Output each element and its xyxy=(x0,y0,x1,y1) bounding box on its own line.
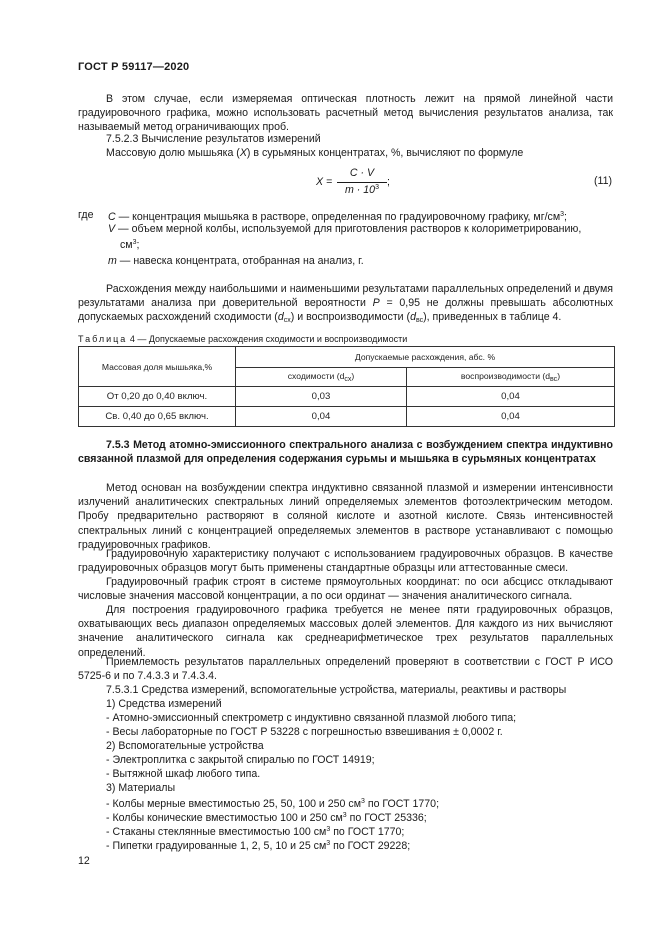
table4-cell-range: Св. 0,40 до 0,65 включ. xyxy=(79,407,236,427)
material-3-a: - Стаканы стеклянные вместимостью 100 см xyxy=(106,826,327,838)
page-number: 12 xyxy=(78,855,90,867)
table4-col2-header xyxy=(236,368,407,387)
formula-number: (11) xyxy=(594,175,613,187)
disc-p: P xyxy=(372,297,380,310)
formula-intro xyxy=(106,146,523,160)
formula-intro-a: Массовую долю мышьяка ( xyxy=(106,147,240,159)
table4-col2-sub: сх xyxy=(344,376,352,383)
formula-denominator xyxy=(337,184,387,196)
where-m-symbol: m xyxy=(108,255,117,267)
table4-col3-end: ) xyxy=(557,371,561,381)
material-3-exp: 3 xyxy=(326,826,331,833)
section-753-p3: Градуировочный график строят в системе прямоугольных координат: по оси абсцисс откладывают числовые значения массовой концентрации, а по оси ординат — значения аналитического сигнала. xyxy=(78,576,613,603)
section-7531-heading: 7.5.3.1 Средства измерений, вспомогательные устройства, материалы, реактивы и растворы xyxy=(106,684,567,696)
where-v-cont xyxy=(120,236,139,252)
list-item: - Электроплитка с закрытой спиралью по ГОСТ 14919; xyxy=(106,754,375,766)
table-row xyxy=(79,407,615,427)
where-v-text1: — объем мерной колбы, используемой для приготовления растворов к колориметрированию, xyxy=(118,223,582,235)
where-c-end: ; xyxy=(564,211,567,223)
disc-d: ), приведенных в таблице 4. xyxy=(423,311,562,324)
material-1-a: - Колбы мерные вместимостью 25, 50, 100 и 250 см xyxy=(106,798,361,810)
group3-title: 3) Материалы xyxy=(106,782,176,794)
table4-col2-label: сходимости (d xyxy=(287,371,345,381)
section-753-p5: Приемлемость результатов параллельных определений проверяют в соответствии с ГОСТ Р ИСО 5725-6 и по 7.4.3.3 и 7.4.3.4. xyxy=(78,656,613,683)
list-item: - Весы лабораторные по ГОСТ Р 53228 с погрешностью взвешивания ± 0,0002 г. xyxy=(106,726,503,738)
where-v-end: ; xyxy=(136,239,140,251)
disc-d1-sub: сх xyxy=(283,317,291,325)
list-item: - Вытяжной шкаф любого типа. xyxy=(106,768,261,780)
table4-group-header: Допускаемые расхождения, абс. % xyxy=(236,347,615,368)
material-3-b: по ГОСТ 1770; xyxy=(330,826,405,838)
material-1-b: по ГОСТ 1770; xyxy=(364,798,440,810)
where-c-exp: 3 xyxy=(560,211,565,218)
table4-caption-label: Таблица xyxy=(78,334,128,344)
disc-d2-sub: вс xyxy=(415,317,424,325)
disc-d2: d xyxy=(410,311,416,324)
formula-tail: ; xyxy=(387,176,390,188)
discrepancy-paragraph xyxy=(78,282,613,329)
table4-cell-conv: 0,03 xyxy=(236,387,407,407)
formula-numerator: C · V xyxy=(349,167,375,179)
section-753-p2: Градуировочную характеристику получают с использованием градуировочных образцов. В качестве градуировочных образцов могут быть применены стандартные образцы или аттестованные смеси. xyxy=(78,548,613,575)
table4-cell-repr: 0,04 xyxy=(407,407,615,427)
section-753-p4: Для построения градуировочного графика требуется не менее пяти градуировочных образцов, охватывающих весь диапазон определяемых массовых долей элементов. Для каждого из них вычисляют значение аналитического сигнала как среднеарифметическое трех результатов параллельных определений. xyxy=(78,604,613,659)
table4-col3-label: воспроизводимости (d xyxy=(460,371,551,381)
disc-c: ) и воспроизводимости ( xyxy=(290,311,411,324)
where-label: где xyxy=(78,209,94,221)
where-m xyxy=(108,254,364,268)
where-v-text2: см xyxy=(120,239,133,251)
table4-col3-sub: вс xyxy=(550,376,558,383)
disc-d1: d xyxy=(277,311,284,324)
where-m-text: — навеска концентрата, отобранная на анализ, г. xyxy=(119,255,364,267)
table4-caption-text: — Допускаемые расхождения сходимости и воспроизводимости xyxy=(137,334,408,344)
group2-title: 2) Вспомогательные устройства xyxy=(106,740,264,752)
where-c-symbol: C xyxy=(108,211,116,223)
formula-intro-x: X xyxy=(239,147,247,159)
section-753-heading: 7.5.3 Метод атомно-эмиссионного спектрального анализа с возбуждением спектра индуктивно связанной плазмой для определения содержания сурьмы и мышьяка в сурьмяных концентратах xyxy=(78,439,613,466)
material-1-exp: 3 xyxy=(360,798,365,805)
table4-col2-end: ) xyxy=(351,371,355,381)
subsection-heading-7523: 7.5.2.3 Вычисление результатов измерений xyxy=(106,133,321,145)
table4-cell-repr: 0,04 xyxy=(407,387,615,407)
table4-col1-header: Массовая доля мышьяка,% xyxy=(79,347,236,387)
formula-lhs: X = xyxy=(316,176,333,188)
table4-col3-header xyxy=(407,368,615,387)
formula-intro-b: ) в сурьмяных концентратах, %, вычисляют по формуле xyxy=(246,147,524,159)
list-item xyxy=(106,837,410,853)
intro-paragraph: В этом случае, если измеряемая оптическая плотность лежит на прямой линейной части градуировочного графика, можно использовать расчетный метод вычисления результатов анализа, так называемый метод ограничивающих проб. xyxy=(78,93,613,134)
material-4-b: по ГОСТ 29228; xyxy=(330,840,411,852)
where-c-text: — концентрация мышьяка в растворе, определенная по градуировочному графику, мг/см xyxy=(118,211,561,223)
material-2-b: по ГОСТ 25336; xyxy=(346,812,427,824)
disc-a: Расхождения между наибольшими и наименьшими результатами параллельных определений и двумя результатами анализа при доверительной вероятности xyxy=(78,283,613,310)
formula-fraction-bar xyxy=(337,182,387,183)
table4-caption xyxy=(78,332,407,346)
table4-cell-range: От 0,20 до 0,40 включ. xyxy=(79,387,236,407)
table4 xyxy=(78,346,615,427)
table4-caption-number: 4 xyxy=(129,334,135,344)
list-item: - Атомно-эмиссионный спектрометр с индуктивно связанной плазмой любого типа; xyxy=(106,712,517,724)
table-row xyxy=(79,387,615,407)
disc-b: = 0,95 не должны превышать абсолютных допускаемых расхождений сходимости ( xyxy=(78,297,613,324)
where-v-symbol: V xyxy=(108,223,116,235)
group1-title: 1) Средства измерений xyxy=(106,698,222,710)
document-header: ГОСТ Р 59117—2020 xyxy=(78,61,190,73)
material-2-a: - Колбы конические вместимостью 100 и 250 см xyxy=(106,812,343,824)
table4-cell-conv: 0,04 xyxy=(236,407,407,427)
material-2-exp: 3 xyxy=(342,812,347,819)
formula-denominator-exp: 3 xyxy=(375,184,379,191)
where-v-exp: 3 xyxy=(132,239,137,246)
material-4-exp: 3 xyxy=(326,840,331,847)
where-v xyxy=(108,222,581,236)
formula-denominator-base: m · 10 xyxy=(345,184,376,196)
material-4-a: - Пипетки градуированные 1, 2, 5, 10 и 25 см xyxy=(106,840,327,852)
section-753-p1: Метод основан на возбуждении спектра индуктивно связанной плазмой и измерении интенсивности излучений аналитических спектральных линий определяемых элементов фотоэлектрическим методом. Пробу предварительно растворяют в соляной кислоте и азотной кислоте. Связь интенсивностей спектральных линий с концентрацией определяемых элементов в растворе устанавливают с помощью градуировочных графиков. xyxy=(78,482,613,551)
